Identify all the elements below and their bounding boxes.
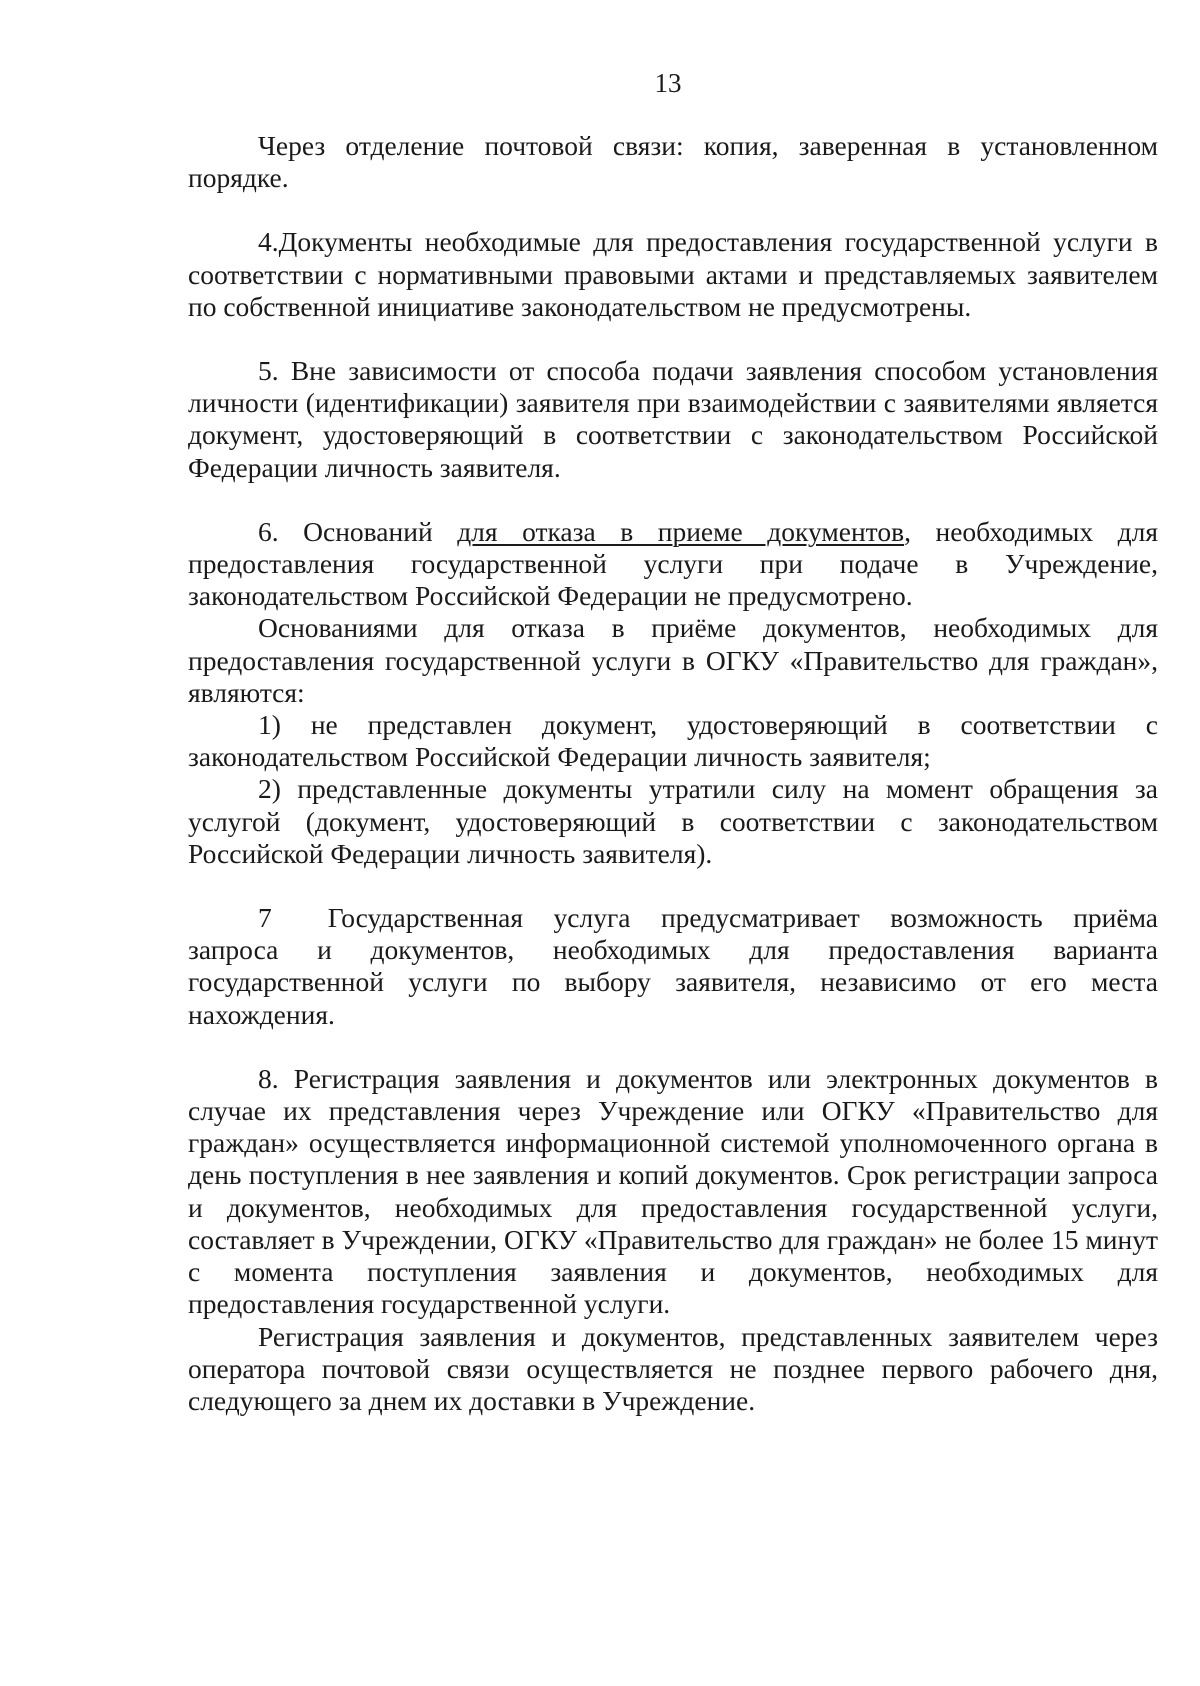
paragraph-6-underlined-phrase: для отказа в приеме документов	[457, 515, 905, 547]
paragraph-6-refusal-grounds	[188, 516, 1158, 613]
paragraph-5-identification: 5. Вне зависимости от способа подачи заявления способом установления личности (идентификации) заявителя при взаимодействии с заявителями является документ, удостоверяющий в соответствии с законодательством Российской Федерации личность заявителя.	[188, 355, 1158, 483]
paragraph-8-registration: 8. Регистрация заявления и документов или электронных документов в случае их представления через Учреждение или ОГКУ «Правительство для граждан» осуществляется информационной системой уполномоченного органа в день поступления в нее заявления и копий документов. Срок регистрации запроса и документов, необходимых для предоставления государственной услуги, составляет в Учреждении, ОГКУ «Правительство для граждан» не более 15 минут с момента поступления заявления и документов, необходимых для предоставления государственной услуги.	[188, 1062, 1158, 1320]
paragraph-6-rest: , необходимых для предоставления государственной услуги при подаче в Учреждение, законодательством Российской Федерации не предусмотрено.	[188, 515, 1158, 612]
paragraph-refusal-grounds-mfc: Основаниями для отказа в приёме документов, необходимых для предоставления государственной услуги в ОГКУ «Правительство для граждан», являются:	[188, 612, 1158, 708]
paragraph-7-extraterritorial	[188, 902, 1158, 1031]
list-item-1: 1) не представлен документ, удостоверяющий в соответствии с законодательством Российской Федерации личность заявителя;	[188, 709, 1158, 773]
paragraph-6-lead: 6. Оснований	[258, 515, 458, 547]
document-body	[188, 130, 1158, 1417]
paragraph-4-documents: 4.Документы необходимые для предоставления государственной услуги в соответствии с нормативными правовыми актами и представляемых заявителем по собственной инициативе законодательством не предусмотрены.	[188, 226, 1158, 322]
page-number: 13	[654, 68, 682, 98]
paragraph-7-text: Государственная услуга предусматривает возможность приёма запроса и документов, необходимых для предоставления варианта государственной услуги по выбору заявителя, независимо от его места нахождения.	[188, 902, 1158, 1030]
paragraph-postal-registration: Регистрация заявления и документов, представленных заявителем через оператора почтовой связи осуществляется не позднее первого рабочего дня, следующего за днем их доставки в Учреждение.	[188, 1320, 1158, 1416]
paragraph-7-number: 7	[258, 902, 272, 934]
list-item-2: 2) представленные документы утратили силу на момент обращения за услугой (документ, удостоверяющий в соответствии с законодательством Российской Федерации личность заявителя).	[188, 773, 1158, 869]
paragraph-postal-copy: Через отделение почтовой связи: копия, заверенная в установленном порядке.	[188, 130, 1158, 194]
